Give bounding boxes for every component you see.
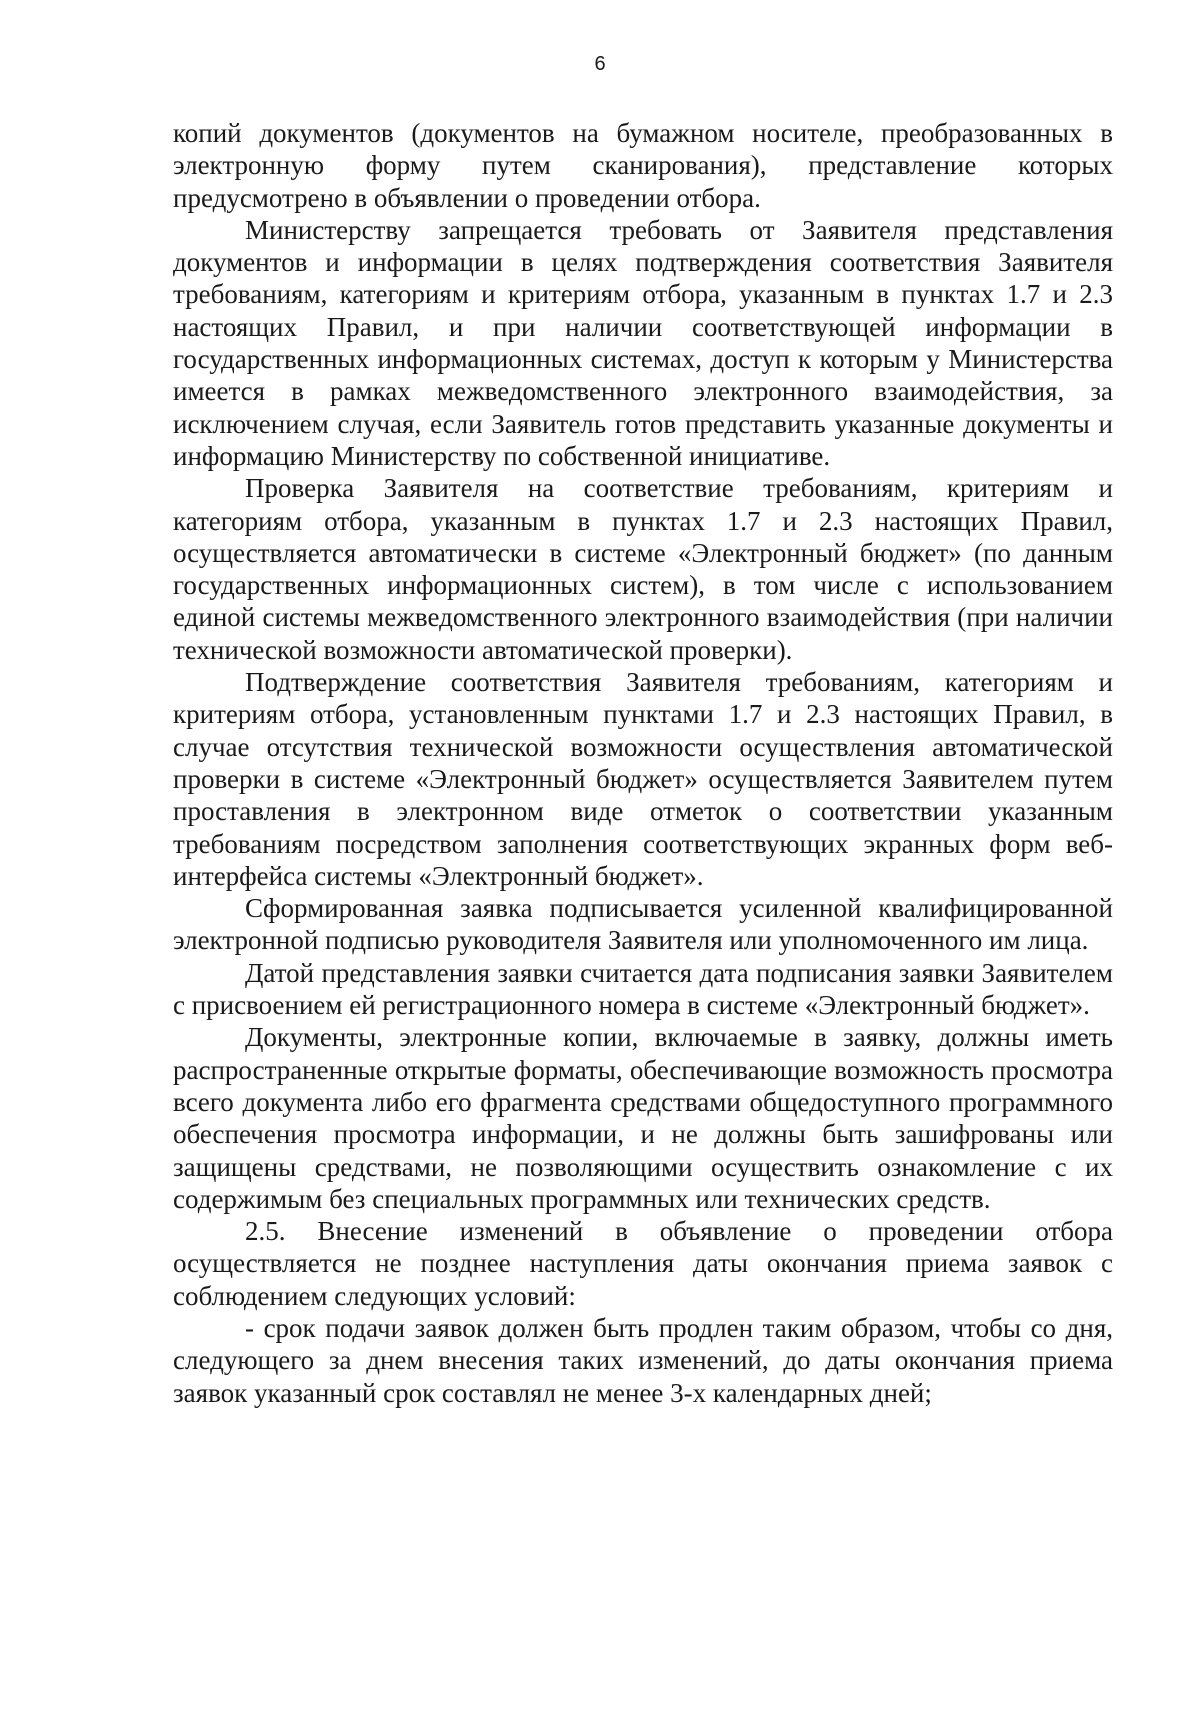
paragraph-continuation: копий документов (документов на бумажном носителе, преобразованных в электронную форму путем сканирования), представление которых предусмотрено в объявлении о проведении отбора. bbox=[173, 118, 1113, 213]
paragraph-signature: Сформированная заявка подписывается усиленной квалифицированной электронной подписью руководителя Заявителя или уполномоченного им лица. bbox=[173, 893, 1113, 956]
page-number: 6 bbox=[594, 53, 606, 75]
paragraph-ministry-restriction: Министерству запрещается требовать от Заявителя представления документов и информации в целях подтверждения соответствия Заявителя требованиям, категориям и критериям отбора, указанным в пунктах 1.7 и 2.3 настоящих Правил, и при наличии соответствующей информации в государственных информационных системах, доступ к которым у Министерства имеется в рамках межведомственного электронного взаимодействия, за исключением случая, если Заявитель готов представить указанные документы и информацию Министерству по собственной инициативе. bbox=[173, 214, 1113, 471]
paragraph-bullet-deadline: - срок подачи заявок должен быть продлен таким образом, чтобы со дня, следующего за днем внесения таких изменений, до даты окончания приема заявок указанный срок составлял не менее 3-х календарных дней; bbox=[173, 1312, 1113, 1408]
paragraph-section-2-5: 2.5. Внесение изменений в объявление о проведении отбора осуществляется не позднее наступления даты окончания приема заявок с соблюдением следующих условий: bbox=[173, 1216, 1113, 1311]
document-body bbox=[173, 117, 1113, 1409]
paragraph-submission-date: Датой представления заявки считается дата подписания заявки Заявителем с присвоением ей регистрационного номера в системе «Электронный бюджет». bbox=[173, 957, 1113, 1021]
paragraph-compliance-confirmation: Подтверждение соответствия Заявителя требованиям, категориям и критериям отбора, установленным пунктами 1.7 и 2.3 настоящих Правил, в случае отсутствия технической возможности осуществления автоматической проверки в системе «Электронный бюджет» осуществляется Заявителем путем проставления в электронном виде отметок о соответствии указанным требованиям посредством заполнения соответствующих экранных форм веб-интерфейса системы «Электронный бюджет». bbox=[173, 667, 1113, 891]
paragraph-document-formats: Документы, электронные копии, включаемые в заявку, должны иметь распространенные открытые форматы, обеспечивающие возможность просмотра всего документа либо его фрагмента средствами общедоступного программного обеспечения просмотра информации, и не должны быть зашифрованы или защищены средствами, не позволяющими осуществить ознакомление с их содержимым без специальных программных или технических средств. bbox=[173, 1022, 1113, 1214]
paragraph-applicant-check: Проверка Заявителя на соответствие требованиям, критериям и категориям отбора, указанным в пунктах 1.7 и 2.3 настоящих Правил, осуществляется автоматически в системе «Электронный бюджет» (по данным государственных информационных систем), в том числе с использованием единой системы межведомственного электронного взаимодействия (при наличии технической возможности автоматической проверки). bbox=[173, 473, 1113, 665]
